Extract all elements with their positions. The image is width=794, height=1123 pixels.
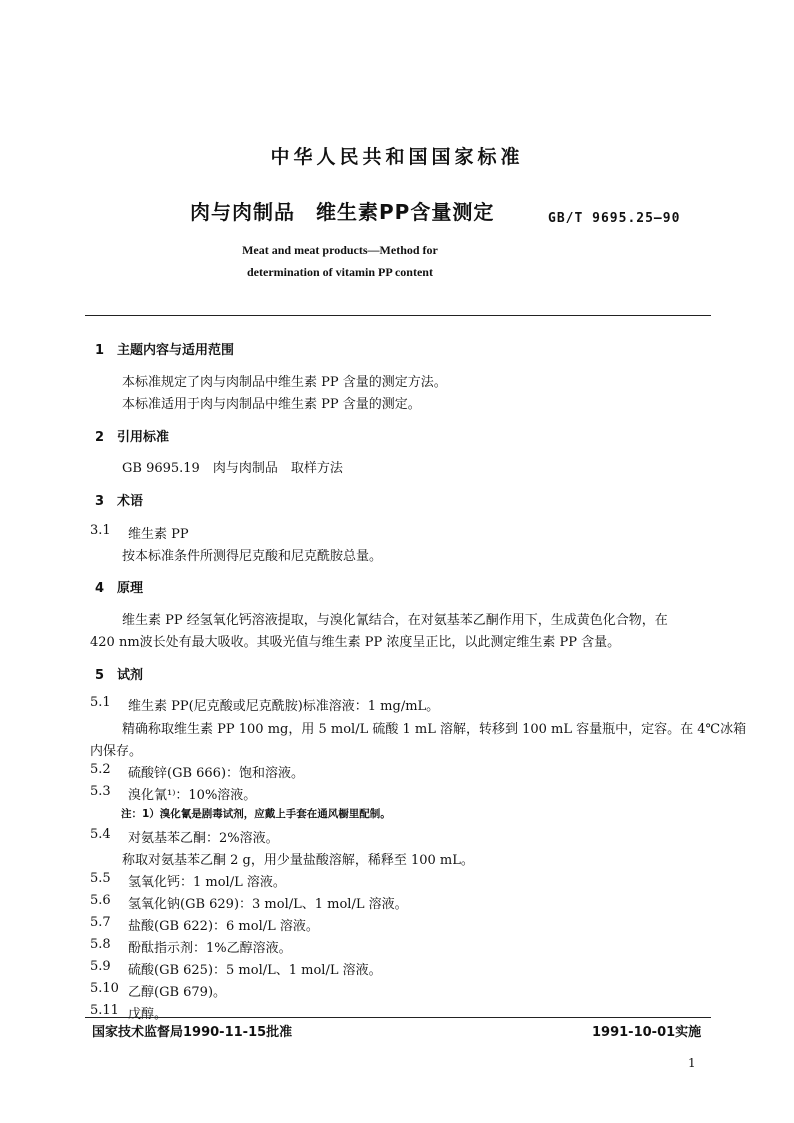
section-3-title: 3 术语	[95, 494, 144, 509]
section-2-para-1: GB 9695.19 肉与肉制品 取样方法	[122, 461, 343, 476]
header-rule	[85, 315, 711, 316]
section-4-para-line-1: 维生素 PP 经氢氧化钙溶液提取，与溴化氰结合，在对氨基苯乙酮作用下，生成黄色化合物，在	[122, 613, 668, 628]
reagent-5-3-text: 溴化氰¹⁾：10%溶液。	[128, 788, 257, 803]
reagent-5-1-para-line-1: 精确称取维生素 PP 100 mg，用 5 mol/L 硫酸 1 mL 溶解，转移到 100 mL 容量瓶中，定容。在 4℃冰箱	[122, 722, 747, 737]
document-title-cn: 肉与肉制品 维生素PP含量测定	[190, 200, 495, 224]
clause-3-1-definition: 按本标准条件所测得尼克酸和尼克酰胺总量。	[122, 549, 383, 564]
reagent-5-6-text: 氢氧化钠(GB 629)：3 mol/L、1 mol/L 溶液。	[128, 897, 408, 912]
reagent-5-2-text: 硫酸锌(GB 666)：饱和溶液。	[128, 766, 305, 781]
section-1-para-2: 本标准适用于肉与肉制品中维生素 PP 含量的测定。	[122, 397, 421, 412]
reagent-5-6-number: 5.6	[90, 893, 111, 908]
reagent-5-7-text: 盐酸(GB 622)：6 mol/L 溶液。	[128, 919, 319, 934]
reagent-5-11-text: 戊醇。	[128, 1007, 168, 1022]
document-title-en-line1: Meat and meat products—Method for	[242, 243, 438, 257]
implementation-date: 1991-10-01实施	[592, 1025, 702, 1040]
section-4-para-line-2: 420 nm波长处有最大吸收。其吸光值与维生素 PP 浓度呈正比，以此测定维生素 PP 含量。	[90, 635, 621, 650]
reagent-5-5-number: 5.5	[90, 871, 111, 886]
clause-3-1-term: 维生素 PP	[128, 527, 189, 542]
reagent-5-4-text: 对氨基苯乙酮：2%溶液。	[128, 831, 279, 846]
national-standard-heading: 中华人民共和国国家标准	[270, 146, 524, 168]
section-1-title: 1 主题内容与适用范围	[95, 343, 235, 358]
standard-code: GB/T 9695.25—90	[548, 211, 681, 226]
reagent-5-5-text: 氢氧化钙：1 mol/L 溶液。	[128, 875, 286, 890]
clause-3-1-number: 3.1	[90, 523, 111, 538]
section-2-title: 2 引用标准	[95, 430, 170, 445]
reagent-5-1-text: 维生素 PP(尼克酸或尼克酰胺)标准溶液：1 mg/mL。	[128, 699, 440, 714]
page-number: 1	[688, 1056, 696, 1070]
section-5-title: 5 试剂	[95, 668, 144, 683]
reagent-5-9-number: 5.9	[90, 959, 111, 974]
reagent-5-3-note: 注：1）溴化氰是剧毒试剂，应戴上手套在通风橱里配制。	[121, 808, 391, 820]
reagent-5-8-number: 5.8	[90, 937, 111, 952]
section-1-para-1: 本标准规定了肉与肉制品中维生素 PP 含量的测定方法。	[122, 375, 447, 390]
reagent-5-4-number: 5.4	[90, 827, 111, 842]
approval-date: 国家技术监督局1990-11-15批准	[92, 1025, 293, 1040]
reagent-5-1-number: 5.1	[90, 695, 111, 710]
reagent-5-9-text: 硫酸(GB 625)：5 mol/L、1 mol/L 溶液。	[128, 963, 382, 978]
reagent-5-10-number: 5.10	[90, 981, 119, 996]
document-title-en-line2: determination of vitamin PP content	[247, 265, 433, 279]
section-4-title: 4 原理	[95, 581, 144, 596]
reagent-5-2-number: 5.2	[90, 762, 111, 777]
reagent-5-4-para: 称取对氨基苯乙酮 2 g，用少量盐酸溶解，稀释至 100 mL。	[122, 853, 474, 868]
reagent-5-8-text: 酚酞指示剂：1%乙醇溶液。	[128, 941, 292, 956]
reagent-5-7-number: 5.7	[90, 915, 111, 930]
footer-rule	[85, 1017, 711, 1018]
reagent-5-1-para-line-2: 内保存。	[90, 744, 143, 759]
reagent-5-3-number: 5.3	[90, 784, 111, 799]
reagent-5-11-number: 5.11	[90, 1003, 119, 1018]
reagent-5-10-text: 乙醇(GB 679)。	[128, 985, 227, 1000]
